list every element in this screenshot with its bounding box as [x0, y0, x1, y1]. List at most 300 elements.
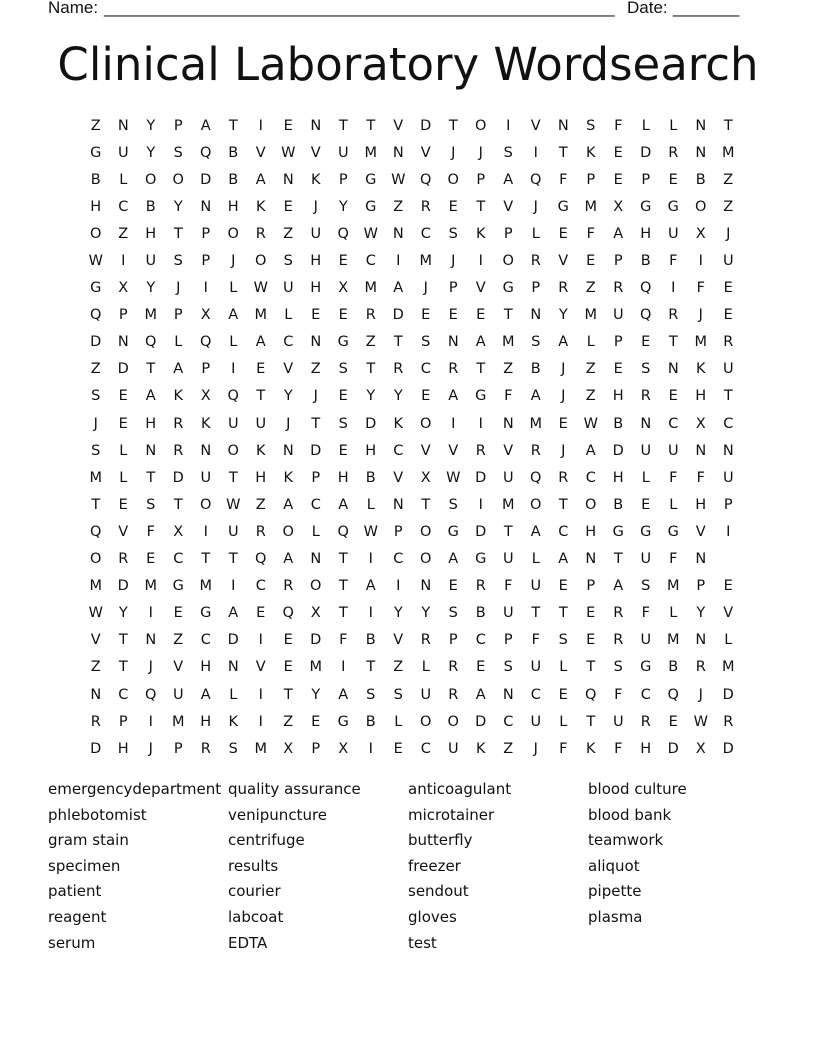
- grid-cell[interactable]: E: [641, 496, 651, 513]
- grid-cell[interactable]: O: [420, 713, 432, 730]
- grid-cell[interactable]: H: [612, 388, 624, 405]
- grid-cell[interactable]: K: [695, 361, 706, 378]
- grid-cell[interactable]: W: [363, 523, 378, 540]
- grid-cell[interactable]: O: [447, 171, 459, 188]
- grid-cell[interactable]: M: [144, 307, 157, 324]
- grid-cell[interactable]: R: [723, 713, 734, 730]
- grid-cell[interactable]: X: [338, 280, 349, 297]
- grid-cell[interactable]: O: [585, 496, 597, 513]
- grid-cell[interactable]: C: [558, 523, 569, 540]
- grid-cell[interactable]: G: [640, 198, 652, 215]
- grid-cell[interactable]: L: [119, 469, 128, 486]
- grid-cell[interactable]: F: [559, 171, 568, 188]
- grid-cell[interactable]: C: [503, 713, 514, 730]
- grid-cell[interactable]: C: [420, 225, 431, 242]
- grid-cell[interactable]: T: [366, 361, 376, 378]
- grid-cell[interactable]: D: [172, 469, 184, 486]
- grid-cell[interactable]: C: [393, 551, 404, 568]
- grid-cell[interactable]: R: [613, 605, 624, 622]
- grid-cell[interactable]: H: [310, 280, 322, 297]
- grid-cell[interactable]: Q: [585, 686, 597, 703]
- grid-cell[interactable]: R: [365, 307, 376, 324]
- grid-cell[interactable]: Y: [118, 605, 128, 622]
- grid-cell[interactable]: C: [310, 496, 321, 513]
- grid-cell[interactable]: H: [640, 225, 652, 242]
- grid-cell[interactable]: K: [393, 415, 403, 432]
- grid-cell[interactable]: F: [559, 740, 568, 757]
- grid-cell[interactable]: G: [502, 280, 514, 297]
- grid-cell[interactable]: R: [283, 578, 294, 595]
- grid-cell[interactable]: N: [502, 415, 514, 432]
- grid-cell[interactable]: U: [447, 740, 459, 757]
- grid-cell[interactable]: S: [366, 686, 376, 703]
- grid-cell[interactable]: C: [283, 334, 294, 351]
- grid-cell[interactable]: R: [530, 442, 541, 459]
- grid-cell[interactable]: U: [530, 578, 542, 595]
- grid-cell[interactable]: F: [641, 605, 650, 622]
- grid-cell[interactable]: Q: [667, 686, 679, 703]
- grid-cell[interactable]: N: [695, 632, 707, 649]
- grid-cell[interactable]: A: [228, 605, 239, 622]
- grid-cell[interactable]: P: [173, 117, 183, 134]
- grid-cell[interactable]: Y: [558, 307, 568, 324]
- grid-cell[interactable]: F: [146, 523, 155, 540]
- grid-cell[interactable]: G: [667, 198, 679, 215]
- grid-cell[interactable]: J: [533, 740, 538, 757]
- grid-cell[interactable]: V: [475, 280, 486, 297]
- grid-cell[interactable]: E: [558, 578, 568, 595]
- grid-cell[interactable]: F: [586, 225, 595, 242]
- grid-cell[interactable]: S: [173, 144, 183, 161]
- grid-cell[interactable]: N: [145, 442, 157, 459]
- grid-cell[interactable]: H: [640, 740, 652, 757]
- grid-cell[interactable]: T: [503, 523, 513, 540]
- grid-cell[interactable]: E: [311, 713, 321, 730]
- grid-cell[interactable]: Y: [421, 605, 431, 622]
- grid-cell[interactable]: S: [641, 578, 651, 595]
- grid-cell[interactable]: T: [366, 659, 376, 676]
- grid-cell[interactable]: R: [255, 523, 266, 540]
- grid-cell[interactable]: C: [200, 632, 211, 649]
- grid-cell[interactable]: P: [173, 307, 183, 324]
- grid-cell[interactable]: N: [695, 144, 707, 161]
- grid-cell[interactable]: D: [475, 523, 487, 540]
- grid-cell[interactable]: V: [448, 442, 459, 459]
- grid-cell[interactable]: Q: [530, 171, 542, 188]
- grid-cell[interactable]: O: [695, 198, 707, 215]
- grid-cell[interactable]: K: [475, 225, 486, 242]
- grid-cell[interactable]: I: [258, 713, 263, 730]
- grid-cell[interactable]: E: [283, 632, 293, 649]
- grid-cell[interactable]: Z: [90, 117, 101, 134]
- grid-cell[interactable]: L: [229, 334, 238, 351]
- grid-cell[interactable]: J: [533, 198, 538, 215]
- grid-cell[interactable]: V: [723, 605, 734, 622]
- grid-cell[interactable]: T: [338, 117, 348, 134]
- grid-cell[interactable]: D: [640, 144, 652, 161]
- grid-cell[interactable]: J: [698, 686, 703, 703]
- grid-cell[interactable]: N: [640, 415, 652, 432]
- grid-cell[interactable]: R: [448, 659, 459, 676]
- grid-cell[interactable]: E: [476, 659, 486, 676]
- grid-cell[interactable]: E: [668, 171, 678, 188]
- grid-cell[interactable]: L: [229, 280, 238, 297]
- grid-cell[interactable]: Z: [723, 171, 734, 188]
- grid-cell[interactable]: Z: [90, 659, 101, 676]
- grid-cell[interactable]: R: [448, 686, 459, 703]
- grid-cell[interactable]: Q: [200, 334, 212, 351]
- grid-cell[interactable]: E: [586, 605, 596, 622]
- grid-cell[interactable]: F: [504, 578, 513, 595]
- grid-cell[interactable]: S: [421, 334, 431, 351]
- grid-cell[interactable]: Z: [393, 659, 404, 676]
- grid-cell[interactable]: H: [695, 388, 707, 405]
- grid-cell[interactable]: A: [338, 496, 349, 513]
- grid-cell[interactable]: D: [227, 632, 239, 649]
- grid-cell[interactable]: I: [341, 659, 346, 676]
- grid-cell[interactable]: P: [531, 280, 541, 297]
- grid-cell[interactable]: X: [200, 388, 211, 405]
- grid-cell[interactable]: M: [171, 713, 185, 730]
- grid-cell[interactable]: A: [255, 171, 266, 188]
- grid-cell[interactable]: E: [421, 307, 431, 324]
- grid-cell[interactable]: K: [173, 388, 183, 405]
- grid-cell[interactable]: O: [420, 551, 432, 568]
- grid-cell[interactable]: V: [283, 361, 294, 378]
- grid-cell[interactable]: Y: [146, 280, 156, 297]
- grid-cell[interactable]: L: [311, 523, 320, 540]
- grid-cell[interactable]: P: [201, 225, 211, 242]
- grid-cell[interactable]: N: [447, 334, 459, 351]
- grid-cell[interactable]: Z: [365, 334, 376, 351]
- grid-cell[interactable]: W: [253, 280, 268, 297]
- grid-cell[interactable]: H: [255, 469, 267, 486]
- grid-cell[interactable]: E: [283, 659, 293, 676]
- grid-cell[interactable]: O: [90, 225, 102, 242]
- grid-cell[interactable]: C: [475, 632, 486, 649]
- grid-cell[interactable]: I: [478, 415, 483, 432]
- grid-cell[interactable]: Q: [200, 144, 212, 161]
- grid-cell[interactable]: T: [201, 551, 211, 568]
- grid-cell[interactable]: U: [200, 469, 212, 486]
- grid-cell[interactable]: K: [585, 740, 596, 757]
- grid-cell[interactable]: B: [90, 171, 101, 188]
- grid-cell[interactable]: Y: [393, 388, 403, 405]
- grid-cell[interactable]: W: [281, 144, 296, 161]
- grid-cell[interactable]: D: [612, 442, 624, 459]
- grid-cell[interactable]: J: [726, 225, 731, 242]
- grid-cell[interactable]: V: [255, 144, 266, 161]
- grid-cell[interactable]: R: [173, 442, 184, 459]
- grid-cell[interactable]: V: [558, 253, 569, 270]
- grid-cell[interactable]: O: [282, 523, 294, 540]
- grid-cell[interactable]: R: [695, 659, 706, 676]
- grid-cell[interactable]: R: [530, 253, 541, 270]
- grid-cell[interactable]: P: [503, 632, 513, 649]
- grid-cell[interactable]: M: [89, 578, 102, 595]
- grid-cell[interactable]: U: [117, 144, 129, 161]
- grid-cell[interactable]: F: [669, 469, 678, 486]
- grid-cell[interactable]: I: [698, 253, 703, 270]
- grid-cell[interactable]: A: [145, 388, 156, 405]
- grid-cell[interactable]: E: [558, 225, 568, 242]
- grid-cell[interactable]: Z: [585, 280, 596, 297]
- grid-cell[interactable]: T: [531, 605, 541, 622]
- grid-cell[interactable]: H: [585, 523, 597, 540]
- grid-cell[interactable]: I: [231, 361, 236, 378]
- grid-cell[interactable]: D: [90, 334, 102, 351]
- grid-cell[interactable]: T: [338, 551, 348, 568]
- grid-cell[interactable]: M: [529, 415, 542, 432]
- grid-cell[interactable]: O: [90, 551, 102, 568]
- grid-cell[interactable]: E: [173, 605, 183, 622]
- grid-cell[interactable]: A: [200, 686, 211, 703]
- grid-cell[interactable]: A: [255, 334, 266, 351]
- grid-cell[interactable]: C: [723, 415, 734, 432]
- grid-cell[interactable]: E: [338, 442, 348, 459]
- grid-cell[interactable]: E: [421, 388, 431, 405]
- grid-cell[interactable]: E: [723, 578, 733, 595]
- grid-cell[interactable]: K: [475, 740, 486, 757]
- grid-cell[interactable]: J: [148, 659, 153, 676]
- grid-cell[interactable]: X: [338, 740, 349, 757]
- grid-cell[interactable]: E: [311, 307, 321, 324]
- grid-cell[interactable]: L: [366, 496, 375, 513]
- grid-cell[interactable]: E: [118, 415, 128, 432]
- grid-cell[interactable]: T: [91, 496, 101, 513]
- grid-cell[interactable]: M: [666, 632, 680, 649]
- grid-cell[interactable]: T: [366, 117, 376, 134]
- grid-cell[interactable]: T: [723, 388, 733, 405]
- grid-cell[interactable]: D: [117, 361, 129, 378]
- grid-cell[interactable]: D: [392, 307, 404, 324]
- grid-cell[interactable]: U: [227, 415, 239, 432]
- grid-cell[interactable]: D: [117, 578, 129, 595]
- grid-cell[interactable]: A: [530, 523, 541, 540]
- grid-cell[interactable]: A: [228, 307, 239, 324]
- grid-cell[interactable]: P: [201, 361, 211, 378]
- grid-cell[interactable]: H: [200, 659, 212, 676]
- grid-cell[interactable]: E: [613, 171, 623, 188]
- grid-cell[interactable]: H: [337, 469, 349, 486]
- grid-cell[interactable]: H: [117, 740, 129, 757]
- grid-cell[interactable]: I: [396, 253, 401, 270]
- grid-cell[interactable]: V: [503, 198, 514, 215]
- grid-cell[interactable]: Z: [503, 740, 514, 757]
- grid-cell[interactable]: N: [145, 632, 157, 649]
- grid-cell[interactable]: G: [90, 144, 102, 161]
- grid-cell[interactable]: Z: [283, 225, 294, 242]
- grid-cell[interactable]: J: [176, 280, 181, 297]
- grid-cell[interactable]: U: [337, 144, 349, 161]
- grid-cell[interactable]: Q: [90, 307, 102, 324]
- grid-cell[interactable]: T: [118, 659, 128, 676]
- grid-cell[interactable]: H: [612, 469, 624, 486]
- grid-cell[interactable]: M: [144, 578, 157, 595]
- grid-cell[interactable]: L: [119, 442, 128, 459]
- grid-cell[interactable]: V: [695, 523, 706, 540]
- grid-cell[interactable]: E: [338, 307, 348, 324]
- grid-cell[interactable]: D: [475, 469, 487, 486]
- grid-cell[interactable]: T: [476, 361, 486, 378]
- grid-cell[interactable]: U: [420, 686, 432, 703]
- grid-cell[interactable]: Y: [173, 198, 183, 215]
- grid-cell[interactable]: P: [201, 253, 211, 270]
- grid-cell[interactable]: E: [558, 686, 568, 703]
- grid-cell[interactable]: S: [448, 605, 458, 622]
- grid-cell[interactable]: Y: [393, 605, 403, 622]
- grid-cell[interactable]: D: [310, 442, 322, 459]
- grid-cell[interactable]: T: [228, 551, 238, 568]
- grid-cell[interactable]: S: [448, 496, 458, 513]
- grid-cell[interactable]: G: [337, 713, 349, 730]
- grid-cell[interactable]: G: [365, 198, 377, 215]
- grid-cell[interactable]: S: [91, 442, 101, 459]
- grid-cell[interactable]: O: [530, 496, 542, 513]
- grid-cell[interactable]: S: [448, 225, 458, 242]
- grid-cell[interactable]: I: [506, 117, 511, 134]
- grid-cell[interactable]: E: [283, 117, 293, 134]
- grid-cell[interactable]: H: [310, 253, 322, 270]
- grid-cell[interactable]: P: [311, 469, 321, 486]
- grid-cell[interactable]: N: [282, 442, 294, 459]
- grid-cell[interactable]: T: [668, 334, 678, 351]
- grid-cell[interactable]: T: [558, 144, 568, 161]
- grid-cell[interactable]: J: [561, 361, 566, 378]
- grid-cell[interactable]: P: [448, 280, 458, 297]
- grid-cell[interactable]: D: [722, 686, 734, 703]
- grid-cell[interactable]: C: [420, 740, 431, 757]
- grid-cell[interactable]: N: [695, 442, 707, 459]
- grid-cell[interactable]: B: [640, 253, 651, 270]
- grid-cell[interactable]: Z: [393, 198, 404, 215]
- grid-cell[interactable]: L: [229, 686, 238, 703]
- grid-cell[interactable]: N: [502, 686, 514, 703]
- grid-cell[interactable]: P: [613, 253, 623, 270]
- grid-cell[interactable]: R: [420, 198, 431, 215]
- grid-cell[interactable]: T: [503, 307, 513, 324]
- grid-cell[interactable]: J: [423, 280, 428, 297]
- grid-cell[interactable]: C: [530, 686, 541, 703]
- grid-cell[interactable]: S: [586, 117, 596, 134]
- grid-cell[interactable]: N: [557, 117, 569, 134]
- grid-cell[interactable]: S: [613, 659, 623, 676]
- grid-cell[interactable]: K: [200, 415, 211, 432]
- grid-cell[interactable]: E: [283, 198, 293, 215]
- grid-cell[interactable]: D: [310, 632, 322, 649]
- grid-cell[interactable]: L: [531, 225, 540, 242]
- grid-cell[interactable]: N: [310, 117, 322, 134]
- grid-cell[interactable]: E: [558, 415, 568, 432]
- grid-cell[interactable]: K: [228, 713, 238, 730]
- grid-cell[interactable]: D: [722, 740, 734, 757]
- grid-cell[interactable]: J: [451, 253, 456, 270]
- grid-cell[interactable]: L: [174, 334, 183, 351]
- grid-cell[interactable]: H: [227, 198, 239, 215]
- grid-cell[interactable]: N: [200, 442, 212, 459]
- grid-cell[interactable]: I: [368, 605, 373, 622]
- grid-cell[interactable]: V: [173, 659, 184, 676]
- grid-cell[interactable]: O: [310, 578, 322, 595]
- grid-cell[interactable]: N: [392, 144, 404, 161]
- grid-cell[interactable]: K: [283, 469, 293, 486]
- grid-cell[interactable]: E: [613, 144, 623, 161]
- grid-cell[interactable]: P: [503, 225, 513, 242]
- grid-cell[interactable]: N: [282, 171, 294, 188]
- grid-cell[interactable]: J: [93, 415, 98, 432]
- grid-cell[interactable]: N: [585, 551, 597, 568]
- grid-cell[interactable]: L: [641, 117, 650, 134]
- grid-cell[interactable]: H: [90, 198, 102, 215]
- grid-cell[interactable]: D: [365, 415, 377, 432]
- grid-cell[interactable]: G: [667, 523, 679, 540]
- grid-cell[interactable]: L: [641, 469, 650, 486]
- grid-cell[interactable]: V: [393, 632, 404, 649]
- grid-cell[interactable]: P: [173, 740, 183, 757]
- grid-cell[interactable]: T: [558, 496, 568, 513]
- grid-cell[interactable]: G: [640, 659, 652, 676]
- grid-cell[interactable]: X: [695, 415, 706, 432]
- grid-cell[interactable]: R: [90, 713, 101, 730]
- grid-cell[interactable]: I: [478, 253, 483, 270]
- grid-cell[interactable]: H: [145, 225, 157, 242]
- grid-cell[interactable]: R: [475, 442, 486, 459]
- grid-cell[interactable]: T: [586, 713, 596, 730]
- grid-cell[interactable]: Z: [585, 361, 596, 378]
- grid-cell[interactable]: T: [476, 198, 486, 215]
- grid-cell[interactable]: I: [203, 280, 208, 297]
- grid-cell[interactable]: U: [310, 225, 322, 242]
- grid-cell[interactable]: A: [448, 551, 459, 568]
- grid-cell[interactable]: X: [200, 307, 211, 324]
- grid-cell[interactable]: L: [586, 334, 595, 351]
- grid-cell[interactable]: U: [667, 442, 679, 459]
- grid-cell[interactable]: S: [283, 253, 293, 270]
- grid-cell[interactable]: S: [503, 144, 513, 161]
- grid-cell[interactable]: F: [339, 632, 348, 649]
- grid-cell[interactable]: O: [172, 171, 184, 188]
- grid-cell[interactable]: E: [723, 307, 733, 324]
- grid-cell[interactable]: T: [558, 605, 568, 622]
- grid-cell[interactable]: Y: [283, 388, 293, 405]
- grid-cell[interactable]: N: [530, 307, 542, 324]
- grid-cell[interactable]: J: [561, 388, 566, 405]
- grid-cell[interactable]: P: [586, 171, 596, 188]
- grid-cell[interactable]: U: [502, 605, 514, 622]
- grid-cell[interactable]: T: [173, 496, 183, 513]
- grid-cell[interactable]: T: [283, 686, 293, 703]
- grid-cell[interactable]: X: [420, 469, 431, 486]
- grid-cell[interactable]: C: [420, 361, 431, 378]
- grid-cell[interactable]: V: [420, 144, 431, 161]
- grid-cell[interactable]: B: [475, 605, 486, 622]
- grid-cell[interactable]: E: [641, 334, 651, 351]
- grid-cell[interactable]: T: [393, 334, 403, 351]
- grid-cell[interactable]: J: [698, 307, 703, 324]
- grid-cell[interactable]: U: [255, 415, 267, 432]
- grid-cell[interactable]: A: [530, 388, 541, 405]
- grid-cell[interactable]: O: [227, 442, 239, 459]
- grid-cell[interactable]: G: [612, 523, 624, 540]
- grid-cell[interactable]: G: [365, 171, 377, 188]
- grid-cell[interactable]: P: [476, 171, 486, 188]
- grid-cell[interactable]: F: [669, 253, 678, 270]
- grid-cell[interactable]: I: [121, 253, 126, 270]
- grid-cell[interactable]: T: [146, 361, 156, 378]
- grid-cell[interactable]: Q: [337, 523, 349, 540]
- grid-cell[interactable]: B: [365, 632, 376, 649]
- grid-cell[interactable]: J: [313, 388, 318, 405]
